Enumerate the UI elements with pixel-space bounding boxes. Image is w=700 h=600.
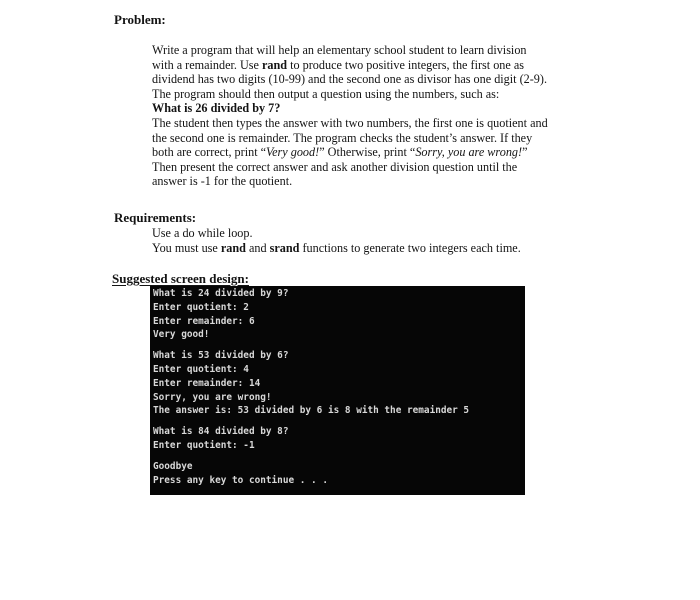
console-blank-line	[153, 453, 525, 460]
requirement-do-while: Use a do while loop.	[152, 226, 253, 240]
problem-line-1: Write a program that will help an elementary school student to learn division	[152, 43, 527, 57]
console-line: Enter quotient: -1	[153, 439, 255, 451]
requirement-rand-srand: You must use rand and srand functions to generate two integers each time.	[152, 240, 521, 255]
console-line: Enter quotient: 4	[153, 363, 249, 375]
srand-keyword: srand	[269, 240, 300, 255]
problem-heading: Problem:	[114, 12, 166, 27]
console-blank-line	[153, 418, 525, 425]
problem-line-7: both are correct, print “Very good!” Otherwise, print “Sorry, you are wrong!”	[152, 145, 528, 160]
console-line: Goodbye	[153, 460, 193, 472]
problem-line-8: Then present the correct answer and ask another division question until the	[152, 159, 518, 174]
console-line: What is 84 divided by 8?	[153, 426, 289, 438]
requirements-heading: Requirements:	[114, 210, 197, 225]
console-line: Enter quotient: 2	[153, 301, 249, 313]
console-line: The answer is: 53 divided by 6 is 8 with the remainder 5	[153, 405, 470, 417]
problem-line-9: answer is -1 for the quotient.	[152, 174, 293, 189]
example-question: What is 26 divided by 7?	[152, 101, 281, 116]
console-line: Sorry, you are wrong!	[153, 391, 272, 403]
problem-line-2: with a remainder. Use rand to produce two positive integers, the first one as	[152, 57, 524, 72]
console-line: Enter remainder: 14	[153, 377, 261, 389]
problem-line-3: dividend has two digits (10-99) and the second one as divisor has one digit (2-9).	[152, 72, 548, 87]
console-line: Very good!	[153, 329, 210, 341]
problem-line-4: The program should then output a question using the numbers, such as:	[152, 86, 500, 101]
console-blank-line	[153, 342, 525, 349]
sorry-wrong-text: Sorry, you are wrong!	[415, 145, 523, 160]
console-output	[150, 286, 525, 495]
problem-line-5: The student then types the answer with two numbers, the first one is quotient and	[152, 115, 548, 130]
problem-description	[152, 43, 592, 189]
very-good-text: Very good!	[266, 145, 320, 160]
console-line: Enter remainder: 6	[153, 315, 255, 327]
console-line: Press any key to continue . . .	[153, 474, 328, 486]
requirements-list	[152, 226, 592, 255]
console-line: What is 24 divided by 9?	[153, 288, 289, 299]
rand-keyword: rand	[262, 57, 288, 72]
rand-keyword: rand	[220, 240, 246, 255]
problem-line-6: the second one is remainder. The program checks the student’s answer. If they	[152, 130, 533, 145]
console-line: What is 53 divided by 6?	[153, 350, 289, 362]
screen-design-heading: Suggested screen design:	[112, 271, 249, 286]
